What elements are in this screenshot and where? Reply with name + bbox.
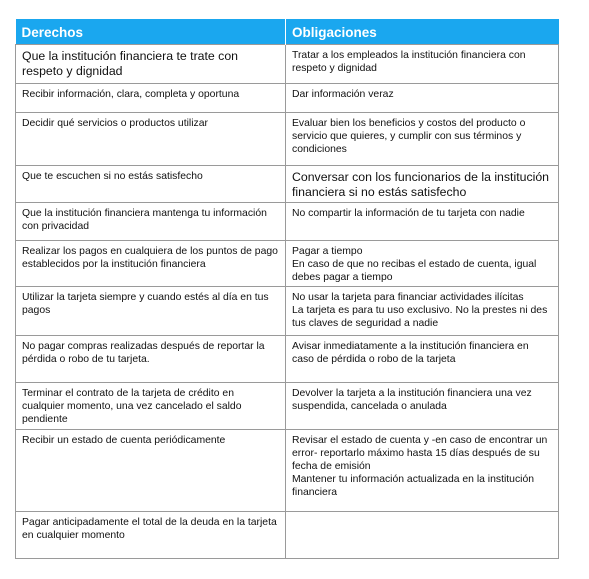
table-row — [16, 84, 559, 113]
obligacion-cell — [286, 512, 559, 559]
obligacion-line: Mantener tu información actualizada en la institución financiera — [292, 474, 535, 498]
table-row — [16, 203, 559, 241]
derecho-cell: Que la institución financiera te trate con respeto y dignidad — [16, 45, 286, 84]
table-header-row — [16, 19, 559, 45]
derecho-cell: Recibir un estado de cuenta periódicamente — [16, 430, 286, 512]
table-row — [16, 512, 559, 559]
obligacion-line: Revisar el estado de cuenta y -en caso de encontrar un error- reportarlo máximo hasta 15 días después de su fecha de emisión — [292, 435, 548, 472]
table-row — [16, 383, 559, 430]
obligacion-cell: Devolver la tarjeta a la institución financiera una vez suspendida, cancelada o anulada — [286, 383, 559, 430]
derecho-cell: Utilizar la tarjeta siempre y cuando estés al día en tus pagos — [16, 287, 286, 336]
obligacion-cell: No compartir la información de tu tarjeta con nadie — [286, 203, 559, 241]
derecho-cell: No pagar compras realizadas después de reportar la pérdida o robo de tu tarjeta. — [16, 336, 286, 383]
table-row — [16, 113, 559, 166]
table-row — [16, 241, 559, 287]
obligacion-cell: Dar información veraz — [286, 84, 559, 113]
table-row — [16, 45, 559, 84]
table-row — [16, 287, 559, 336]
obligacion-line: Pagar a tiempo — [292, 246, 363, 257]
derecho-cell: Recibir información, clara, completa y oportuna — [16, 84, 286, 113]
header-derechos: Derechos — [16, 19, 286, 45]
header-obligaciones: Obligaciones — [286, 19, 559, 45]
obligacion-line: No usar la tarjeta para financiar actividades ilícitas — [292, 292, 524, 303]
obligacion-cell: Evaluar bien los beneficios y costos del producto o servicio que quieres, y cumplir con sus términos y condiciones — [286, 113, 559, 166]
obligacion-cell — [286, 241, 559, 287]
derecho-cell: Que te escuchen si no estás satisfecho — [16, 166, 286, 203]
derecho-cell: Realizar los pagos en cualquiera de los puntos de pago establecidos por la institución financiera — [16, 241, 286, 287]
table-row — [16, 166, 559, 203]
obligacion-cell: Conversar con los funcionarios de la institución financiera si no estás satisfecho — [286, 166, 559, 203]
table-row — [16, 430, 559, 512]
rights-obligations-table-container — [15, 19, 558, 559]
table-row — [16, 336, 559, 383]
obligacion-cell — [286, 287, 559, 336]
derecho-cell: Decidir qué servicios o productos utilizar — [16, 113, 286, 166]
derecho-cell: Pagar anticipadamente el total de la deuda en la tarjeta en cualquier momento — [16, 512, 286, 559]
obligacion-cell: Avisar inmediatamente a la institución financiera en caso de pérdida o robo de la tarjeta — [286, 336, 559, 383]
obligacion-cell: Tratar a los empleados la institución financiera con respeto y dignidad — [286, 45, 559, 84]
derecho-cell: Que la institución financiera mantenga tu información con privacidad — [16, 203, 286, 241]
obligacion-line: La tarjeta es para tu uso exclusivo. No la prestes ni des tus claves de seguridad a nadie — [292, 305, 548, 329]
obligacion-line: En caso de que no recibas el estado de cuenta, igual debes pagar a tiempo — [292, 259, 537, 283]
rights-obligations-table — [15, 19, 559, 559]
derecho-cell: Terminar el contrato de la tarjeta de crédito en cualquier momento, una vez cancelado el saldo pendiente — [16, 383, 286, 430]
obligacion-cell — [286, 430, 559, 512]
